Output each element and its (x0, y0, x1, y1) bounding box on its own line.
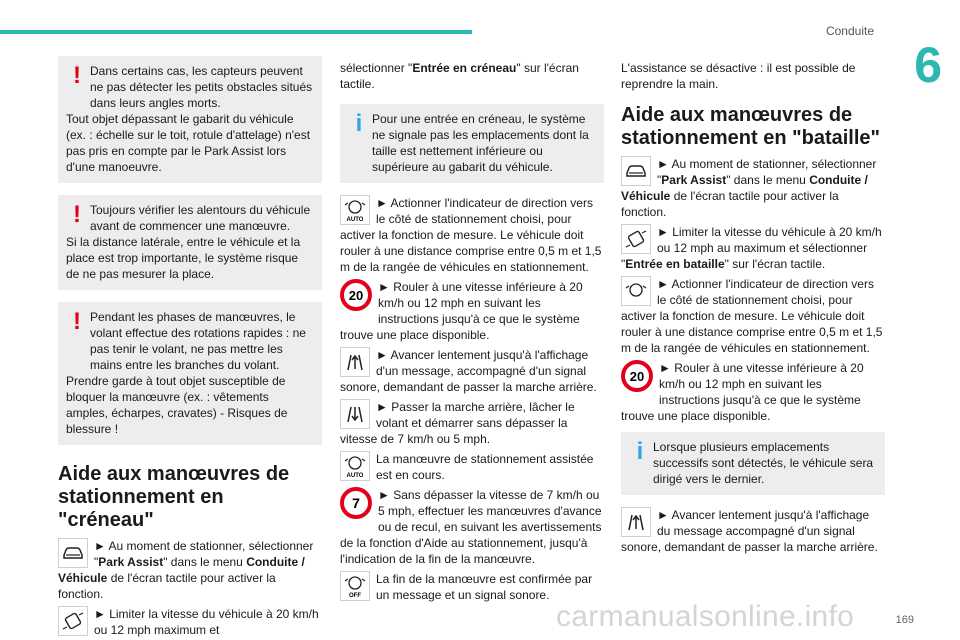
step-speed-7: 7 ► Sans dépasser la vitesse de 7 km/h ou 5 mph, effectuer les manœuvres d'avance ou de recul, en suivant les avertissements de la fonction d'Aide au stationnement, jusqu'à l'indication de la fin de la manœuvre. (340, 488, 602, 566)
svg-text:AUTO: AUTO (346, 473, 364, 479)
column-2: sélectionner "Entrée en créneau" sur l'écran tactile. i Pour une entrée en créneau, le système ne signale pas les emplacements dont la taille est nettement inférieure ou supérieure au gabarit du véhicule. AUTO ► Actionner l'indicateur de direction vers le côté de stationnement choisi, pour activer la fonction de mesure. Le véhicule doit rouler à une distance comprise entre 0,5 m et 1,5 m de la rangée de véhicules en stationnement. 20 ► Rouler à une vitesse inférieure à 20 km/h ou 12 mph en suivant les instructions jusqu'à ce que le système trouve une place disponible. ► Avancer lentement jusqu'à l'affichage d'un message, accompagné d'un signal sonore, demandant de passer la marche arrière. ► Passer la marche arrière, lâcher le volant et démarrer sans dépasser la vitesse de 7 km/h ou 5 mph. AUTO La manœuvre de stationnement assistée est en cours. 7 ► Sans dépasser la vitesse de 7 km/h ou 5 mph, effectuer les manœuvres d'avance ou de recul, en suivant les avertissements de la fonction d'Aide au stationnement, jusqu'à l'indication de la fin de la manœuvre. OFF La fin de la manœuvre est confirmée par un message et un signal sonore. (340, 60, 604, 607)
park-assist-icon (621, 276, 651, 306)
svg-text:AUTO: AUTO (346, 217, 364, 223)
car-icon (58, 538, 88, 568)
speed-20-sign-icon (340, 279, 372, 311)
speed-20-sign-icon (621, 360, 653, 392)
parking-sensor-icon (621, 224, 651, 254)
warning-box: ! Toujours vérifier les alentours du véhicule avant de commencer une manœuvre. Si la distance latérale, entre le véhicule et la place est trop importante, le système risque de ne pas mesurer la place. (58, 195, 322, 290)
step-advance: ► Avancer lentement jusqu'à l'affichage du message accompagné d'un signal sonore, demandant de passer la marche arrière. (621, 508, 878, 554)
park-assist-auto-icon (340, 451, 370, 481)
svg-text:20: 20 (348, 288, 364, 303)
forward-arrows-icon (621, 507, 651, 537)
info-icon: i (355, 110, 363, 137)
step-park-assist: ► Au moment de stationner, sélectionner "Park Assist" dans le menu Conduite / Véhicule de l'écran tactile pour activer la fonction. (621, 157, 877, 219)
svg-text:7: 7 (352, 495, 360, 511)
watermark: carmanualsonline.info (556, 600, 855, 633)
step-speed: ► Limiter la vitesse du véhicule à 20 km/h ou 12 mph maximum et (58, 606, 322, 638)
reverse-arrows-icon (340, 399, 370, 429)
warning-icon: ! (73, 62, 81, 89)
warning-box: ! Pendant les phases de manœuvres, le volant effectue des rotations rapides : ne pas tenir le volant, ne pas mettre les mains entre les branches du volant. Prendre garde à tout objet susceptible de bloquer la manœuvre (ex. : vêtements amples, écharpes, cravates) - Risques de blessure ! (58, 302, 322, 445)
forward-arrows-icon (340, 347, 370, 377)
page-number: 169 (895, 614, 914, 626)
section-title: Conduite (825, 24, 874, 38)
park-assist-auto-icon (340, 195, 370, 225)
step-end: OFF La fin de la manœuvre est confirmée par un message et un signal sonore. (340, 571, 604, 603)
park-assist-off-icon (340, 571, 370, 601)
column-1 (58, 56, 322, 640)
step-reverse: ► Passer la marche arrière, lâcher le volant et démarrer sans dépasser la vitesse de 7 km/h ou 5 mph. (340, 400, 575, 446)
step-indicator: ► Actionner l'indicateur de direction vers le côté de stationnement choisi, pour activer la fonction de mesure. Le véhicule doit rouler à une distance comprise entre 0,5 m et 1,5 m de la rangée de véhicules en stationnement. (621, 277, 883, 355)
step-in-progress: AUTO La manœuvre de stationnement assistée est en cours. (340, 451, 604, 483)
speed-7-sign-icon (340, 487, 372, 519)
column-3: L'assistance se désactive : il est possible de reprendre la main. Aide aux manœuvres de stationnement en "bataille" ► Au moment de stationner, sélectionner "Park Assist" dans le menu Conduite / Véhicule de l'écran tactile pour activer la fonction. ► Limiter la vitesse du véhicule à 20 km/h ou 12 mph au maximum et sélectionner "Entrée en bataille" sur l'écran tactile. ► Actionner l'indicateur de direction vers le côté de stationnement choisi, pour activer la fonction de mesure. Le véhicule doit rouler à une distance comprise entre 0,5 m et 1,5 m de la rangée de véhicules en stationnement. 20 ► Rouler à une vitesse inférieure à 20 km/h ou 12 mph en suivant les instructions jusqu'à ce que le système trouve une place disponible. i Lorsque plusieurs emplacements successifs sont détectés, le véhicule sera dirigé vers le dernier. ► Avancer lentement jusqu'à l'affichage du message accompagné d'un signal sonore, demandant de passer la marche arrière. (621, 60, 885, 559)
svg-text:20: 20 (629, 369, 645, 384)
svg-text:OFF: OFF (349, 593, 361, 599)
info-box: i Pour une entrée en créneau, le système ne signale pas les emplacements dont la taille est nettement inférieure ou supérieure au gabarit du véhicule. (340, 104, 604, 183)
warning-icon: ! (73, 308, 81, 335)
warning-box: ! Dans certains cas, les capteurs peuvent ne pas détecter les petits obstacles situés dans leurs angles morts. Tout objet dépassant le gabarit du véhicule (ex. : échelle sur le toit, rotule d'attelage) n'est pas pris en compte par le Park Assist lors d'une manoeuvre. (58, 56, 322, 183)
info-box: i Lorsque plusieurs emplacements successifs sont détectés, le véhicule sera dirigé vers le dernier. (621, 432, 885, 495)
step-speed-20: 20 ► Rouler à une vitesse inférieure à 20 km/h ou 12 mph en suivant les instructions jusqu'à ce que le système trouve une place disponible. (621, 361, 864, 423)
heading-creneau: Aide aux manœuvres de stationnement en "créneau" (58, 463, 290, 531)
step-park-assist: ► Au moment de stationner, sélectionner "Park Assist" dans le menu Conduite / Véhicule de l'écran tactile pour activer la fonction. (58, 539, 314, 601)
heading-bataille: Aide aux manœuvres de stationnement en "bataille" (621, 104, 881, 149)
car-icon (621, 156, 651, 186)
step-advance: ► Avancer lentement jusqu'à l'affichage d'un message, accompagné d'un signal sonore, demandant de passer la marche arrière. (340, 348, 597, 394)
chapter-number: 6 (914, 37, 942, 93)
info-icon: i (636, 438, 644, 465)
step-speed: ► Limiter la vitesse du véhicule à 20 km/h ou 12 mph au maximum et sélectionner "Entrée en bataille" sur l'écran tactile. (621, 225, 882, 271)
step-indicator: AUTO ► Actionner l'indicateur de direction vers le côté de stationnement choisi, pour activer la fonction de mesure. Le véhicule doit rouler à une distance comprise entre 0,5 m et 1,5 m de la rangée de véhicules en stationnement. (340, 196, 602, 274)
warning-icon: ! (73, 201, 81, 228)
parking-sensor-icon (58, 606, 88, 636)
header-accent-bar (0, 30, 472, 34)
step-speed-20: 20 ► Rouler à une vitesse inférieure à 20 km/h ou 12 mph en suivant les instructions jusqu'à ce que le système trouve une place disponible. (340, 280, 583, 342)
